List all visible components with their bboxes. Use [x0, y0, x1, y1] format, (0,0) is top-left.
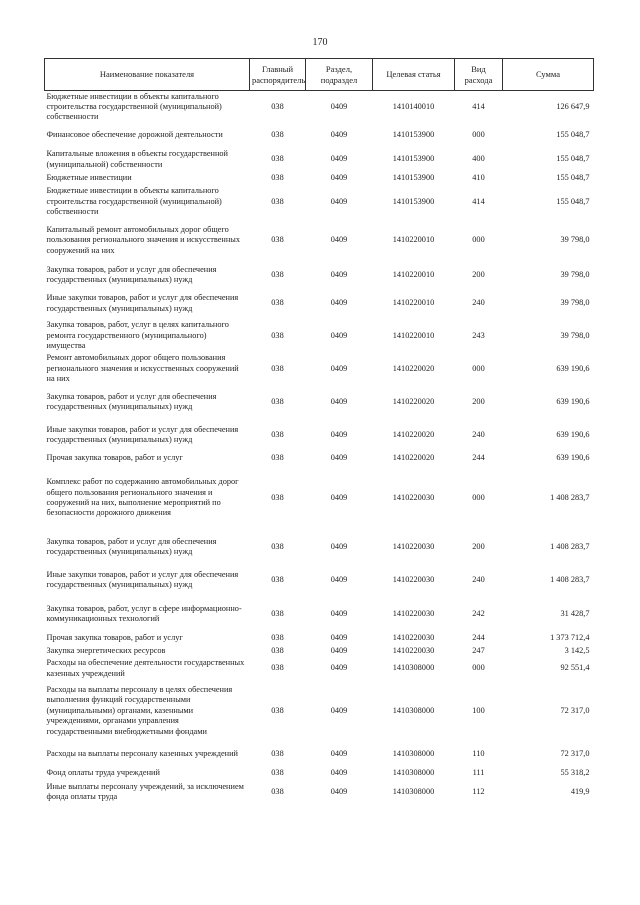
cell-type: 244 — [472, 453, 485, 463]
cell-sum: 39 798,0 — [560, 298, 590, 308]
table-row — [45, 743, 594, 767]
table-row — [45, 386, 594, 419]
cell-section: 0409 — [330, 492, 348, 502]
table-row — [45, 780, 594, 805]
cell-section: 0409 — [330, 173, 348, 183]
cell-admin: 038 — [271, 453, 284, 463]
cell-article: 1410220030 — [392, 574, 435, 584]
table-row — [45, 452, 594, 466]
cell-article: 1410220010 — [392, 298, 435, 308]
header-name: Наименование показателя — [45, 59, 250, 91]
cell-type: 000 — [472, 130, 485, 140]
cell-article: 1410220030 — [392, 608, 435, 618]
cell-admin: 038 — [271, 492, 284, 502]
cell-section: 0409 — [330, 102, 348, 112]
cell-section: 0409 — [330, 663, 348, 673]
header-section: Раздел, подраздел — [306, 59, 373, 91]
cell-section: 0409 — [330, 574, 348, 584]
cell-sum: 155 048,7 — [556, 130, 590, 140]
cell-sum: 55 318,2 — [560, 767, 590, 777]
cell-admin: 038 — [271, 154, 284, 164]
cell-admin: 038 — [271, 541, 284, 551]
cell-type: 111 — [472, 767, 485, 777]
cell-name: Закупка товаров, работ, услуг в сфере информационно-коммуникационных технологий — [46, 603, 242, 623]
cell-article: 1410220020 — [392, 429, 435, 439]
cell-article: 1410220010 — [392, 269, 435, 279]
cell-sum: 39 798,0 — [560, 235, 590, 245]
cell-sum: 72 317,0 — [560, 749, 590, 759]
cell-admin: 038 — [271, 429, 284, 439]
cell-name: Бюджетные инвестиции — [46, 173, 132, 183]
cell-name: Бюджетные инвестиции в объекты капитального строительства государственной (муниципальной) собственности — [46, 186, 222, 217]
cell-sum: 1 408 283,7 — [550, 492, 590, 502]
cell-type: 244 — [472, 632, 485, 642]
cell-article: 1410308000 — [392, 786, 435, 796]
cell-type: 110 — [472, 749, 485, 759]
cell-section: 0409 — [330, 130, 348, 140]
table-row — [45, 263, 594, 288]
cell-name: Иные закупки товаров, работ и услуг для обеспечения государственных (муниципальных) нужд — [46, 293, 239, 313]
cell-article: 1410220010 — [392, 235, 435, 245]
table-row — [45, 466, 594, 531]
cell-sum: 155 048,7 — [556, 173, 590, 183]
cell-sum: 639 190,6 — [556, 453, 590, 463]
page-number: 170 — [312, 37, 328, 48]
cell-section: 0409 — [330, 632, 348, 642]
cell-type: 000 — [472, 363, 485, 373]
cell-section: 0409 — [330, 298, 348, 308]
cell-name: Финансовое обеспечение дорожной деятельности — [46, 130, 223, 140]
cell-sum: 155 048,7 — [556, 154, 590, 164]
table-row — [45, 353, 594, 386]
cell-article: 1410153900 — [392, 154, 435, 164]
cell-admin: 038 — [271, 632, 284, 642]
cell-sum: 126 647,9 — [556, 102, 590, 112]
cell-sum: 419,9 — [570, 786, 590, 796]
cell-sum: 639 190,6 — [556, 429, 590, 439]
header-article: Целевая статья — [373, 59, 455, 91]
cell-article: 1410308000 — [392, 663, 435, 673]
cell-article: 1410220020 — [392, 363, 435, 373]
cell-admin: 038 — [271, 173, 284, 183]
cell-admin: 038 — [271, 608, 284, 618]
table-row — [45, 148, 594, 172]
cell-admin: 038 — [271, 574, 284, 584]
cell-admin: 038 — [271, 786, 284, 796]
cell-sum: 1 373 712,4 — [550, 632, 590, 642]
cell-sum: 31 428,7 — [560, 608, 590, 618]
cell-name: Прочая закупка товаров, работ и услуг — [46, 632, 183, 642]
cell-sum: 92 551,4 — [560, 663, 590, 673]
cell-sum: 639 190,6 — [556, 396, 590, 406]
cell-type: 000 — [472, 663, 485, 673]
cell-article: 1410220030 — [392, 632, 435, 642]
cell-admin: 038 — [271, 269, 284, 279]
cell-section: 0409 — [330, 330, 348, 340]
cell-sum: 155 048,7 — [556, 196, 590, 206]
cell-section: 0409 — [330, 705, 348, 715]
table-body — [45, 91, 594, 805]
cell-type: 200 — [472, 269, 485, 279]
header-admin: Главный распорядитель — [250, 59, 306, 91]
cell-article: 1410153900 — [392, 130, 435, 140]
cell-article: 1410153900 — [392, 173, 435, 183]
cell-article: 1410220020 — [392, 396, 435, 406]
cell-type: 242 — [472, 608, 485, 618]
cell-admin: 038 — [271, 749, 284, 759]
cell-section: 0409 — [330, 645, 348, 655]
table-row — [45, 219, 594, 263]
cell-name: Закупка товаров, работ и услуг для обеспечения государственных (муниципальных) нужд — [46, 391, 217, 411]
table-row — [45, 645, 594, 658]
cell-section: 0409 — [330, 429, 348, 439]
cell-type: 112 — [472, 786, 485, 796]
table-row — [45, 632, 594, 645]
cell-article: 1410220030 — [392, 492, 435, 502]
header-sum: Сумма — [503, 59, 594, 91]
cell-sum: 3 142,5 — [564, 645, 590, 655]
table-row — [45, 680, 594, 743]
cell-name: Иные закупки товаров, работ и услуг для обеспечения государственных (муниципальных) нужд — [46, 569, 239, 589]
cell-admin: 038 — [271, 330, 284, 340]
cell-name: Бюджетные инвестиции в объекты капитального строительства государственной (муниципальной) собственности — [46, 91, 222, 122]
cell-name: Закупка товаров, работ, услуг в целях капитального ремонта государственного (муниципального) имущества — [46, 320, 229, 351]
cell-section: 0409 — [330, 786, 348, 796]
cell-type: 243 — [472, 330, 485, 340]
cell-type: 414 — [472, 196, 485, 206]
cell-article: 1410220020 — [392, 453, 435, 463]
cell-admin: 038 — [271, 298, 284, 308]
cell-name: Иные закупки товаров, работ и услуг для обеспечения государственных (муниципальных) нужд — [46, 424, 239, 444]
table-row — [45, 564, 594, 597]
cell-type: 247 — [472, 645, 485, 655]
cell-sum: 1 408 283,7 — [550, 541, 590, 551]
cell-section: 0409 — [330, 235, 348, 245]
table-row — [45, 767, 594, 780]
cell-type: 400 — [472, 154, 485, 164]
table-row — [45, 91, 594, 124]
table-header — [45, 59, 594, 91]
table-row — [45, 124, 594, 148]
cell-sum: 39 798,0 — [560, 269, 590, 279]
table-row — [45, 597, 594, 632]
table-row — [45, 320, 594, 353]
header-type: Вид расхода — [455, 59, 503, 91]
cell-name: Расходы на выплаты персоналу казенных учреждений — [46, 749, 238, 759]
cell-name: Закупка энергетических ресурсов — [46, 645, 166, 655]
table-row — [45, 172, 594, 186]
table-row — [45, 186, 594, 219]
cell-admin: 038 — [271, 767, 284, 777]
table-row — [45, 658, 594, 680]
cell-type: 200 — [472, 541, 485, 551]
cell-section: 0409 — [330, 363, 348, 373]
cell-type: 414 — [472, 102, 485, 112]
cell-name: Закупка товаров, работ и услуг для обеспечения государственных (муниципальных) нужд — [46, 264, 217, 284]
table-row — [45, 419, 594, 452]
cell-type: 200 — [472, 396, 485, 406]
cell-type: 410 — [472, 173, 485, 183]
cell-article: 1410140010 — [392, 102, 435, 112]
cell-admin: 038 — [271, 396, 284, 406]
cell-sum: 639 190,6 — [556, 363, 590, 373]
cell-admin: 038 — [271, 663, 284, 673]
cell-article: 1410220030 — [392, 645, 435, 655]
cell-name: Комплекс работ по содержанию автомобильных дорог общего пользования регионального значения и сооружений на них, выполнение мероприятий по безопасности дорожного движения — [46, 477, 239, 518]
cell-section: 0409 — [330, 154, 348, 164]
cell-name: Расходы на выплаты персоналу в целях обеспечения выполнения функций государственными (муниципальными) органами, казенными учреждениями, органами управления государственными внебюджетными фондами — [46, 684, 233, 736]
cell-admin: 038 — [271, 363, 284, 373]
cell-article: 1410220010 — [392, 330, 435, 340]
cell-name: Расходы на обеспечение деятельности государственных казенных учреждений — [46, 658, 245, 678]
cell-name: Закупка товаров, работ и услуг для обеспечения государственных (муниципальных) нужд — [46, 536, 217, 556]
cell-section: 0409 — [330, 749, 348, 759]
cell-admin: 038 — [271, 196, 284, 206]
cell-name: Иные выплаты персоналу учреждений, за исключением фонда оплаты труда — [46, 781, 244, 801]
cell-section: 0409 — [330, 453, 348, 463]
cell-type: 000 — [472, 235, 485, 245]
cell-name: Фонд оплаты труда учреждений — [46, 767, 160, 777]
cell-section: 0409 — [330, 541, 348, 551]
cell-admin: 038 — [271, 645, 284, 655]
budget-table — [44, 58, 594, 805]
cell-admin: 038 — [271, 235, 284, 245]
cell-type: 240 — [472, 574, 485, 584]
cell-sum: 72 317,0 — [560, 705, 590, 715]
cell-section: 0409 — [330, 396, 348, 406]
cell-article: 1410308000 — [392, 767, 435, 777]
cell-admin: 038 — [271, 705, 284, 715]
cell-section: 0409 — [330, 269, 348, 279]
cell-type: 240 — [472, 298, 485, 308]
cell-name: Капитальный ремонт автомобильных дорог общего пользования регионального значения и искусственных сооружений на них — [46, 224, 241, 255]
table-row — [45, 288, 594, 320]
cell-article: 1410308000 — [392, 749, 435, 759]
cell-name: Ремонт автомобильных дорог общего пользования регионального значения и искусственных сооружений на них — [46, 353, 239, 384]
cell-section: 0409 — [330, 767, 348, 777]
cell-admin: 038 — [271, 130, 284, 140]
cell-sum: 39 798,0 — [560, 330, 590, 340]
cell-type: 100 — [472, 705, 485, 715]
table-row — [45, 531, 594, 564]
cell-article: 1410308000 — [392, 705, 435, 715]
cell-name: Прочая закупка товаров, работ и услуг — [46, 453, 183, 463]
cell-article: 1410220030 — [392, 541, 435, 551]
cell-admin: 038 — [271, 102, 284, 112]
cell-name: Капитальные вложения в объекты государственной (муниципальной) собственности — [46, 149, 228, 169]
cell-type: 000 — [472, 492, 485, 502]
cell-article: 1410153900 — [392, 196, 435, 206]
cell-section: 0409 — [330, 608, 348, 618]
cell-type: 240 — [472, 429, 485, 439]
cell-section: 0409 — [330, 196, 348, 206]
cell-sum: 1 408 283,7 — [550, 574, 590, 584]
